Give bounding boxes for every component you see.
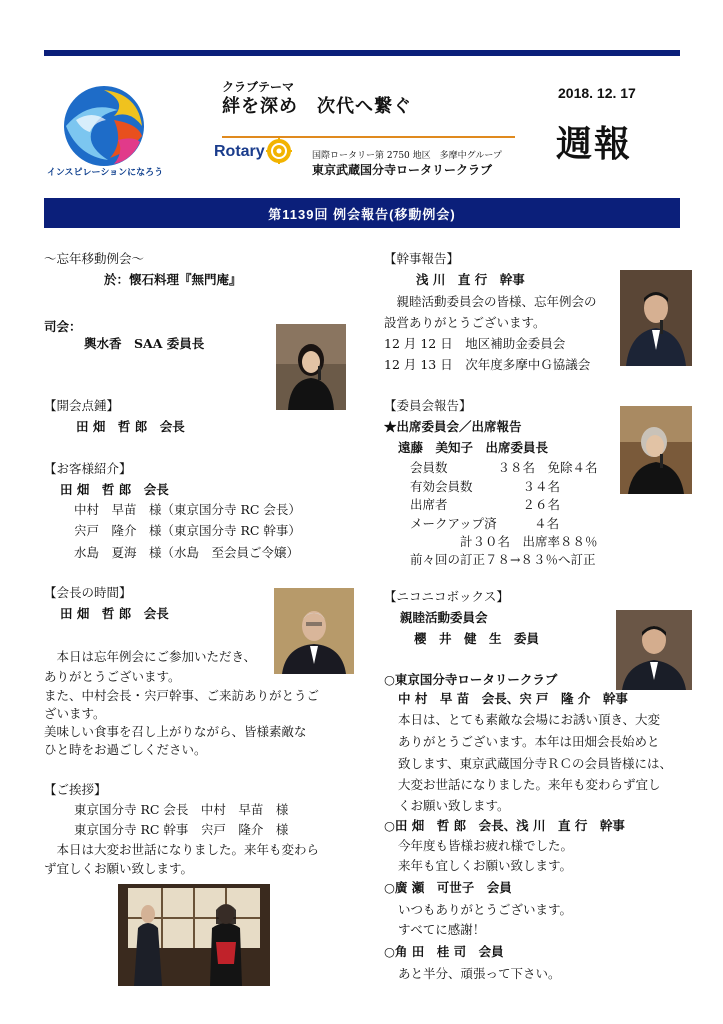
- guest-line: 宍戸 隆介 様（東京国分寺 RC 幹事）: [74, 523, 301, 538]
- secretary-heading: 【幹事報告】: [384, 251, 460, 266]
- attendance-line: 出席者 ２６名: [410, 497, 561, 512]
- president-heading: 【会長の時間】: [44, 585, 132, 600]
- guests-heading: 【お客様紹介】: [44, 461, 132, 476]
- inspiration-logo-icon: [58, 80, 150, 172]
- secretary-line: 設営ありがとうございます。: [384, 315, 546, 330]
- greeting-line: 本日は大変お世話になりました。来年も変わら: [44, 842, 320, 857]
- attendance-line: メークアップ済 ４名: [410, 516, 560, 531]
- district-line: 国際ロータリー第 2750 地区 多摩中グループ: [312, 151, 502, 161]
- secretary-name: 浅 川 直 行 幹事: [416, 272, 525, 287]
- niko-entry-line: 今年度も皆様お疲れ様でした。: [398, 838, 574, 853]
- greeting-name: 東京国分寺 RC 幹事 宍戸 隆介 様: [74, 822, 289, 837]
- attendance-line: 会員数 ３８名 免除４名: [410, 460, 598, 475]
- attendance-line: 有効会員数 ３４名: [410, 479, 561, 494]
- issue-date: 2018. 12. 17: [558, 85, 636, 101]
- banner-title: 第1139回 例会報告(移動例会): [268, 206, 456, 222]
- secretary-line: 親睦活動委員会の皆様、忘年例会の: [384, 294, 597, 309]
- president-speech-line: 本日は忘年例会にご参加いただき、: [44, 649, 257, 664]
- niko-entry-line: あと半分、頑張って下さい。: [398, 966, 561, 981]
- committee-heading: 【委員会報告】: [384, 398, 472, 413]
- rotary-wheel-icon: [266, 138, 292, 164]
- niko-entry-line: ありがとうございます。本年は田畑会長始めと: [398, 734, 660, 749]
- greeting-heading: 【ご挨拶】: [44, 782, 107, 797]
- niko-entry-line: 大変お世話になりました。来年も変わらず宜し: [398, 777, 661, 792]
- committee-chair: 遠藤 美知子 出席委員長: [398, 440, 549, 455]
- niko-entry-names: 中 村 早 苗 会長、宍 戸 隆 介 幹事: [398, 691, 628, 706]
- niko-heading: 【ニコニコボックス】: [384, 589, 509, 604]
- niko-entry-title: ○角 田 桂 司 会員: [384, 944, 504, 959]
- president-photo: [274, 588, 354, 674]
- greeting-name: 東京国分寺 RC 会長 中村 早苗 様: [74, 802, 289, 817]
- mc-label: 司会：: [44, 319, 82, 334]
- guest-line: 中村 早苗 様（東京国分寺 RC 会長）: [74, 502, 301, 517]
- guests-photo: [118, 884, 270, 986]
- niko-entry-title: ○廣 瀬 可世子 会員: [384, 880, 512, 895]
- niko-entry-line: くお願い致します。: [398, 798, 510, 813]
- niko-entry-line: 致します、東京武蔵国分寺ＲＣの会員皆様には、: [398, 756, 673, 771]
- venue: 於：懐石料理『無門庵』: [104, 272, 242, 287]
- president-name: 田 畑 哲 郎 会長: [60, 606, 169, 621]
- niko-entry-title: ○田 畑 哲 郎 会長、浅 川 直 行 幹事: [384, 818, 625, 833]
- niko-member: 櫻 井 健 生 委員: [414, 631, 540, 646]
- niko-entry-title: ○東京国分寺ロータリークラブ: [384, 672, 558, 687]
- guests-presenter: 田 畑 哲 郎 会長: [60, 482, 169, 497]
- greeting-line: ず宜しくお願い致します。: [44, 861, 194, 876]
- niko-entry-line: いつもありがとうございます。: [398, 902, 573, 917]
- mc-name: 輿水香 SAA 委員長: [84, 336, 205, 351]
- niko-committee: 親睦活動委員会: [400, 610, 488, 625]
- secretary-line: 12 月 13 日 次年度多摩中Ｇ協議会: [384, 357, 591, 372]
- president-speech-line: ひと時をお過ごしください。: [44, 742, 207, 757]
- logo-caption: インスピレーションになろう: [46, 167, 164, 177]
- committee-subheading: ★出席委員会／出席報告: [384, 419, 522, 434]
- president-speech-line: ざいます。: [44, 706, 106, 721]
- guest-line: 水島 夏海 様（水島 至会員ご令嬢）: [74, 545, 300, 560]
- opening-name: 田 畑 哲 郎 会長: [76, 419, 185, 434]
- meeting-banner: [44, 198, 680, 228]
- niko-entry-line: 来年も宜しくお願い致します。: [398, 858, 573, 873]
- attendance-chair-photo: [620, 406, 692, 494]
- top-rule: [44, 50, 680, 56]
- secretary-line: 12 月 12 日 地区補助金委員会: [384, 336, 566, 351]
- attendance-line: 前々回の訂正７８→８３％へ訂正: [410, 552, 596, 567]
- opening-heading: 【開会点鍾】: [44, 398, 120, 413]
- attendance-line: 計３０名 出席率８８％: [410, 534, 598, 549]
- niko-entry-line: すべてに感謝！: [398, 922, 486, 937]
- club-name: 東京武蔵国分寺ロータリークラブ: [312, 163, 493, 177]
- rotary-wordmark: Rotary: [214, 143, 265, 160]
- theme-label: クラブテーマ: [222, 80, 295, 94]
- event-title: ～忘年移動例会～: [44, 251, 145, 266]
- weekly-title: 週報: [556, 123, 633, 164]
- president-speech-line: ありがとうございます。: [44, 669, 181, 684]
- president-speech-line: また、中村会長・宍戸幹事、ご来訪ありがとうご: [44, 688, 320, 703]
- mc-photo: [276, 324, 346, 410]
- secretary-photo: [620, 270, 692, 366]
- niko-member-photo: [616, 610, 692, 690]
- niko-entry-line: 本日は、とても素敵な会場にお誘い頂き、大変: [398, 712, 661, 727]
- club-theme: 絆を深め 次代へ繋ぐ: [222, 96, 412, 116]
- president-speech-line: 美味しい食事を召し上がりながら、皆様素敵な: [44, 724, 307, 739]
